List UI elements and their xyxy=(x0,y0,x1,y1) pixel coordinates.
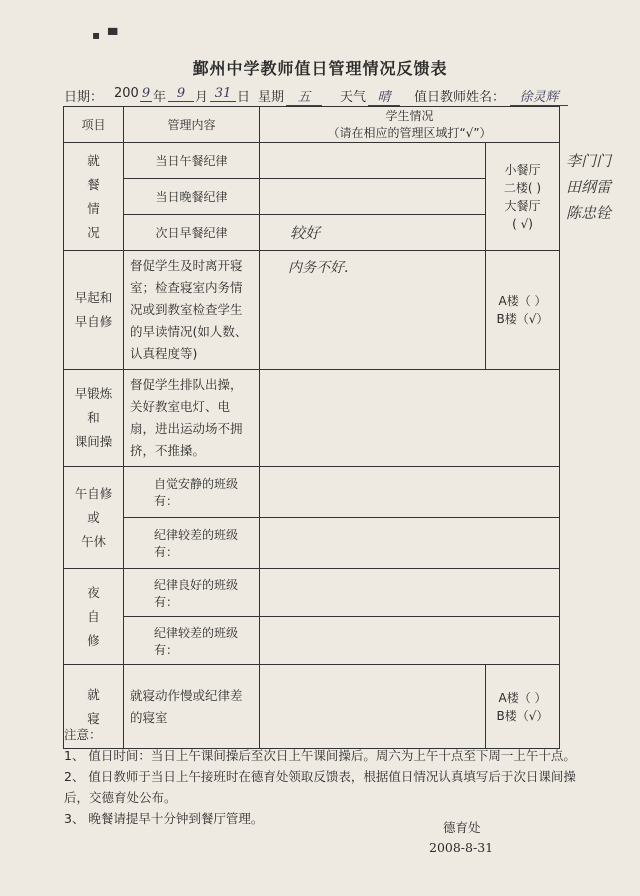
evening-row-good: 纪律良好的班级有： xyxy=(124,569,260,617)
year-handwritten[interactable]: 9 xyxy=(141,86,151,101)
table-row xyxy=(64,518,560,569)
weekday-handwritten[interactable]: 五 xyxy=(286,86,322,106)
header-content: 管理内容 xyxy=(124,107,260,143)
table-row xyxy=(64,617,560,665)
table-row xyxy=(64,467,560,518)
morning-note[interactable]: 内务不好. xyxy=(260,251,486,370)
morning-content: 督促学生及时离开寝室；检查寝室内务情况或到教室检查学生的早读情况(如人数、认真程度等) xyxy=(124,251,260,370)
section-noon-label: 午自修 或 午休 xyxy=(64,467,124,569)
evening-good-input[interactable] xyxy=(260,569,560,617)
table-header-row xyxy=(64,107,560,143)
meal-row-dinner: 当日晚餐纪律 xyxy=(124,179,260,215)
meal-dinner-input[interactable] xyxy=(260,179,486,215)
table-row xyxy=(64,143,560,179)
side-handwritten-names: 李门门 田纲雷 陈忠铨 xyxy=(566,152,612,222)
weather-handwritten[interactable]: 晴 xyxy=(368,86,400,106)
note-item-3: 3、 晚餐请提早十分钟到餐厅管理。 xyxy=(64,811,264,826)
exercise-input[interactable] xyxy=(260,370,560,467)
sleep-content: 就寝动作慢或纪律差的寝室 xyxy=(124,665,260,749)
morning-floor-box[interactable]: A楼（ ） B楼（√） xyxy=(486,251,560,370)
noon-row-poor: 纪律较差的班级有： xyxy=(124,518,260,569)
header-student xyxy=(260,107,560,143)
notes-section xyxy=(64,724,584,829)
teacher-label: 值日教师姓名： xyxy=(414,90,506,105)
header-student-hint: （请在相应的管理区域打“√”） xyxy=(327,125,492,140)
corner-mark: ▪ ▀ xyxy=(92,28,120,42)
section-morning-label: 早起和 早自修 xyxy=(64,251,124,370)
section-sleep-label: 就 寝 xyxy=(64,665,124,749)
section-meals-label: 就 餐 情 况 xyxy=(64,143,124,251)
section-evening-label: 夜 自 修 xyxy=(64,569,124,665)
notes-title: 注意： xyxy=(64,727,102,742)
teacher-name-handwritten[interactable]: 徐灵辉 xyxy=(510,86,568,106)
page-title: 鄞州中学教师值日管理情况反馈表 xyxy=(192,59,448,78)
section-exercise-label: 早锻炼 和 课间操 xyxy=(64,370,124,467)
table-row xyxy=(64,215,560,251)
evening-row-poor: 纪律较差的班级有： xyxy=(124,617,260,665)
weather-label: 天气 xyxy=(340,90,367,105)
day-handwritten[interactable]: 31 xyxy=(210,86,236,102)
meal-lunch-input[interactable] xyxy=(260,143,486,179)
day-suffix: 日 xyxy=(237,90,251,105)
noon-row-quiet: 自觉安静的班级有： xyxy=(124,467,260,518)
issuing-office: 德育处 xyxy=(443,820,481,835)
sleep-floor-box[interactable]: A楼（ ） B楼（√） xyxy=(486,665,560,749)
header-student-title: 学生情况 xyxy=(385,108,434,123)
exercise-content: 督促学生排队出操，关好教室电灯、电扇，进出运动场不拥挤，不推搡。 xyxy=(124,370,260,467)
noon-quiet-input[interactable] xyxy=(260,467,560,518)
table-row xyxy=(64,569,560,617)
month-suffix: 月 xyxy=(195,90,209,105)
year-prefix: 200 xyxy=(114,86,139,101)
month-handwritten[interactable]: 9 xyxy=(168,86,194,102)
year-suffix: 年 xyxy=(153,90,167,105)
evening-poor-input[interactable] xyxy=(260,617,560,665)
meal-floor-box[interactable]: 小餐厅 二楼( ) 大餐厅 ( √) xyxy=(486,143,560,251)
weekday-label: 星期 xyxy=(258,90,285,105)
noon-poor-input[interactable] xyxy=(260,518,560,569)
date-label: 日期： xyxy=(64,90,104,105)
info-line xyxy=(64,86,584,106)
meal-breakfast-note[interactable]: 较好 xyxy=(260,215,486,251)
table-row xyxy=(64,370,560,467)
note-item-1: 1、 值日时间：当日上午课间操后至次日上午课间操后。周六为上午十点至下周一上午十点。 xyxy=(64,748,576,763)
header-item: 项目 xyxy=(64,107,124,143)
meal-row-breakfast: 次日早餐纪律 xyxy=(124,215,260,251)
meal-row-lunch: 当日午餐纪律 xyxy=(124,143,260,179)
note-item-2: 2、 值日教师于当日上午接班时在德育处领取反馈表，根据值日情况认真填写后于次日课间操后，交德育处公布。 xyxy=(64,769,576,805)
issue-date: 2008-8-31 xyxy=(429,840,494,855)
table-row xyxy=(64,251,560,370)
feedback-table xyxy=(63,106,560,749)
table-row xyxy=(64,179,560,215)
